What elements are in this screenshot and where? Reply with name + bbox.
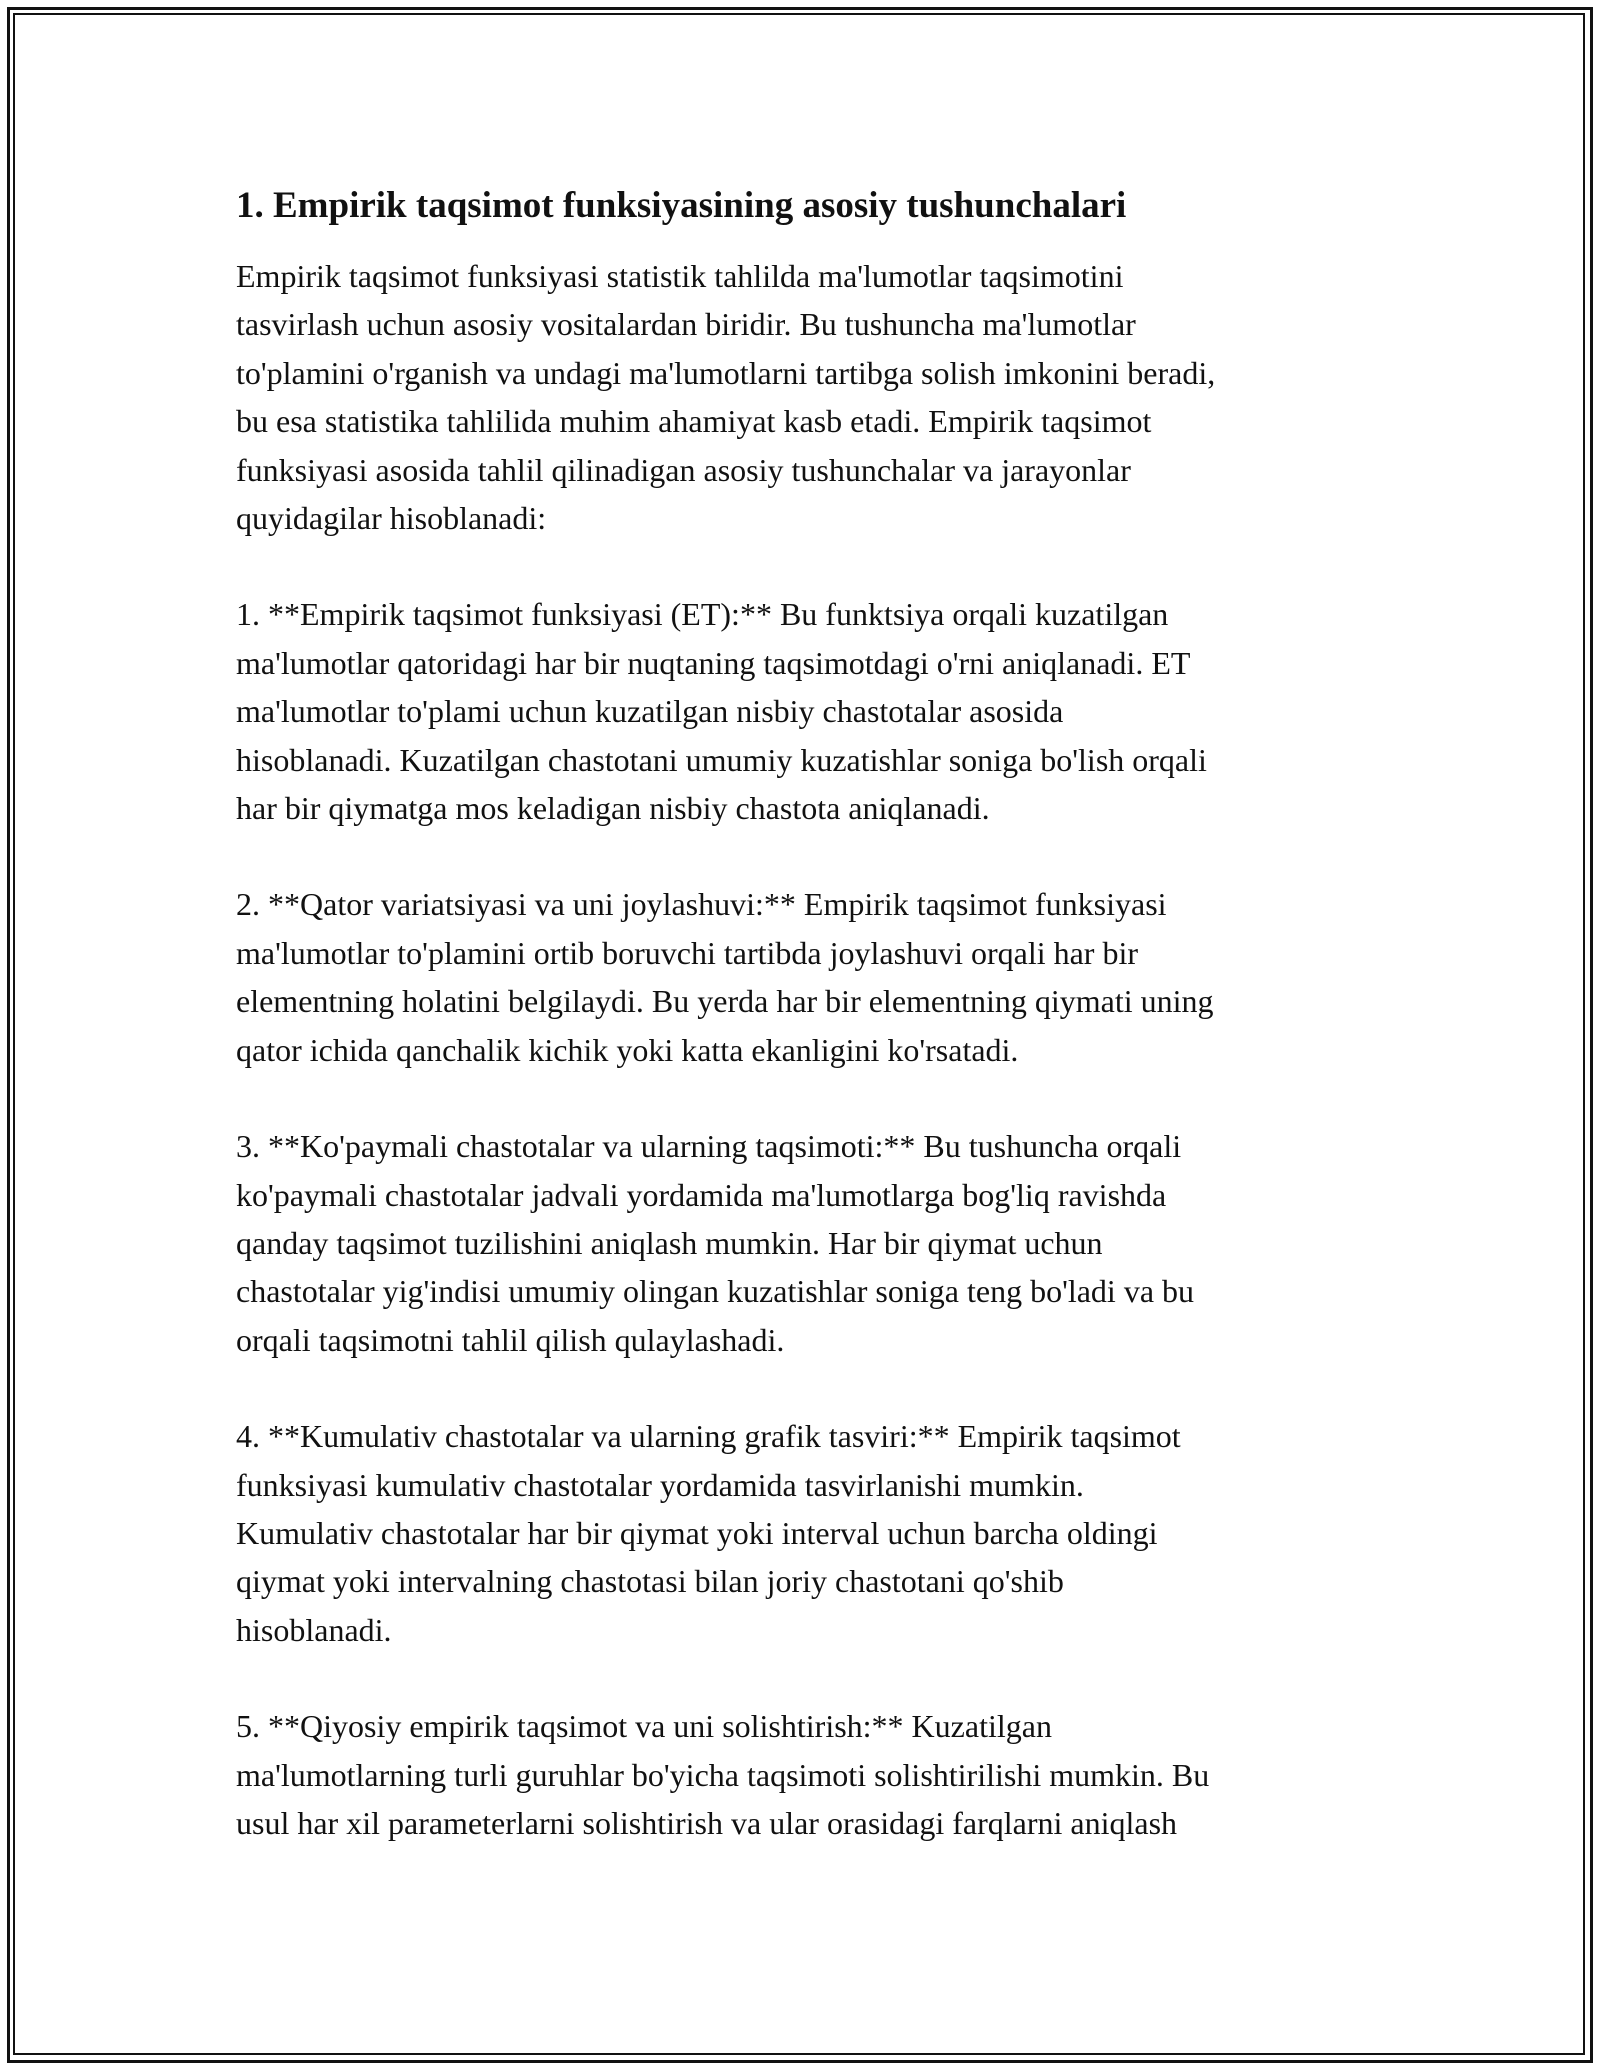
paragraph-gap	[236, 1364, 1386, 1412]
list-item-2: 2. **Qator variatsiyasi va uni joylashuvi:** Empirik taqsimot funksiyasi ma'lumotlar to'plamini ortib boruvchi tartibda joylashuvi orqali har bir elementning holatini belgilaydi. Bu yerda har bir elementning qiymati uning qator ichida qanchalik kichik yoki katta ekanligini ko'rsatadi.	[236, 886, 1214, 1068]
list-item-3: 3. **Ko'paymali chastotalar va ularning taqsimoti:** Bu tushuncha orqali ko'paymali chastotalar jadvali yordamida ma'lumotlarga bog'liq ravishda qanday taqsimot tuzilishini aniqlash mumkin. Har bir qiymat uchun chastotalar yig'indisi umumiy olingan kuzatishlar soniga teng bo'ladi va bu orqali taqsimotni tahlil qilish qulaylashadi.	[236, 1128, 1195, 1358]
paragraph-gap	[236, 1654, 1386, 1702]
paragraph-gap	[236, 1074, 1386, 1122]
section-heading: 1. Empirik taqsimot funksiyasining asosiy tushunchalari	[236, 185, 1127, 226]
list-item-5: 5. **Qiyosiy empirik taqsimot va uni solishtirish:** Kuzatilgan ma'lumotlarning turli guruhlar bo'yicha taqsimoti solishtirilishi mumkin. Bu usul har xil parameterlarni solishtirish va ular orasidagi farqlarni aniqlash	[236, 1708, 1210, 1841]
list-item-4: 4. **Kumulativ chastotalar va ularning grafik tasviri:** Empirik taqsimot funksiyasi kumulativ chastotalar yordamida tasvirlanishi mumkin. Kumulativ chastotalar har bir qiymat yoki interval uchun barcha oldingi qiymat yoki intervalning chastotasi bilan joriy chastotani qo'shib hisoblanadi.	[236, 1418, 1181, 1648]
paragraph-gap	[236, 542, 1386, 590]
list-item-1: 1. **Empirik taqsimot funksiyasi (ET):** Bu funktsiya orqali kuzatilgan ma'lumotlar qatoridagi har bir nuqtaning taqsimotdagi o'rni aniqlanadi. ET ma'lumotlar to'plami uchun kuzatilgan nisbiy chastotalar asosida hisoblanadi. Kuzatilgan chastotani umumiy kuzatishlar soniga bo'lish orqali har bir qiymatga mos keladigan nisbiy chastota aniqlanadi.	[236, 596, 1207, 827]
paragraph-gap	[236, 832, 1386, 880]
document-body	[236, 182, 1386, 1847]
intro-paragraph: Empirik taqsimot funksiyasi statistik tahlilda ma'lumotlar taqsimotini tasvirlash uchun asosiy vositalardan biridir. Bu tushuncha ma'lumotlar to'plamini o'rganish va undagi ma'lumotlarni tartibga solish imkonini beradi, bu esa statistika tahlilida muhim ahamiyat kasb etadi. Empirik taqsimot funksiyasi asosida tahlil qilinadigan asosiy tushunchalar va jarayonlar quyidagilar hisoblanadi:	[236, 258, 1216, 537]
